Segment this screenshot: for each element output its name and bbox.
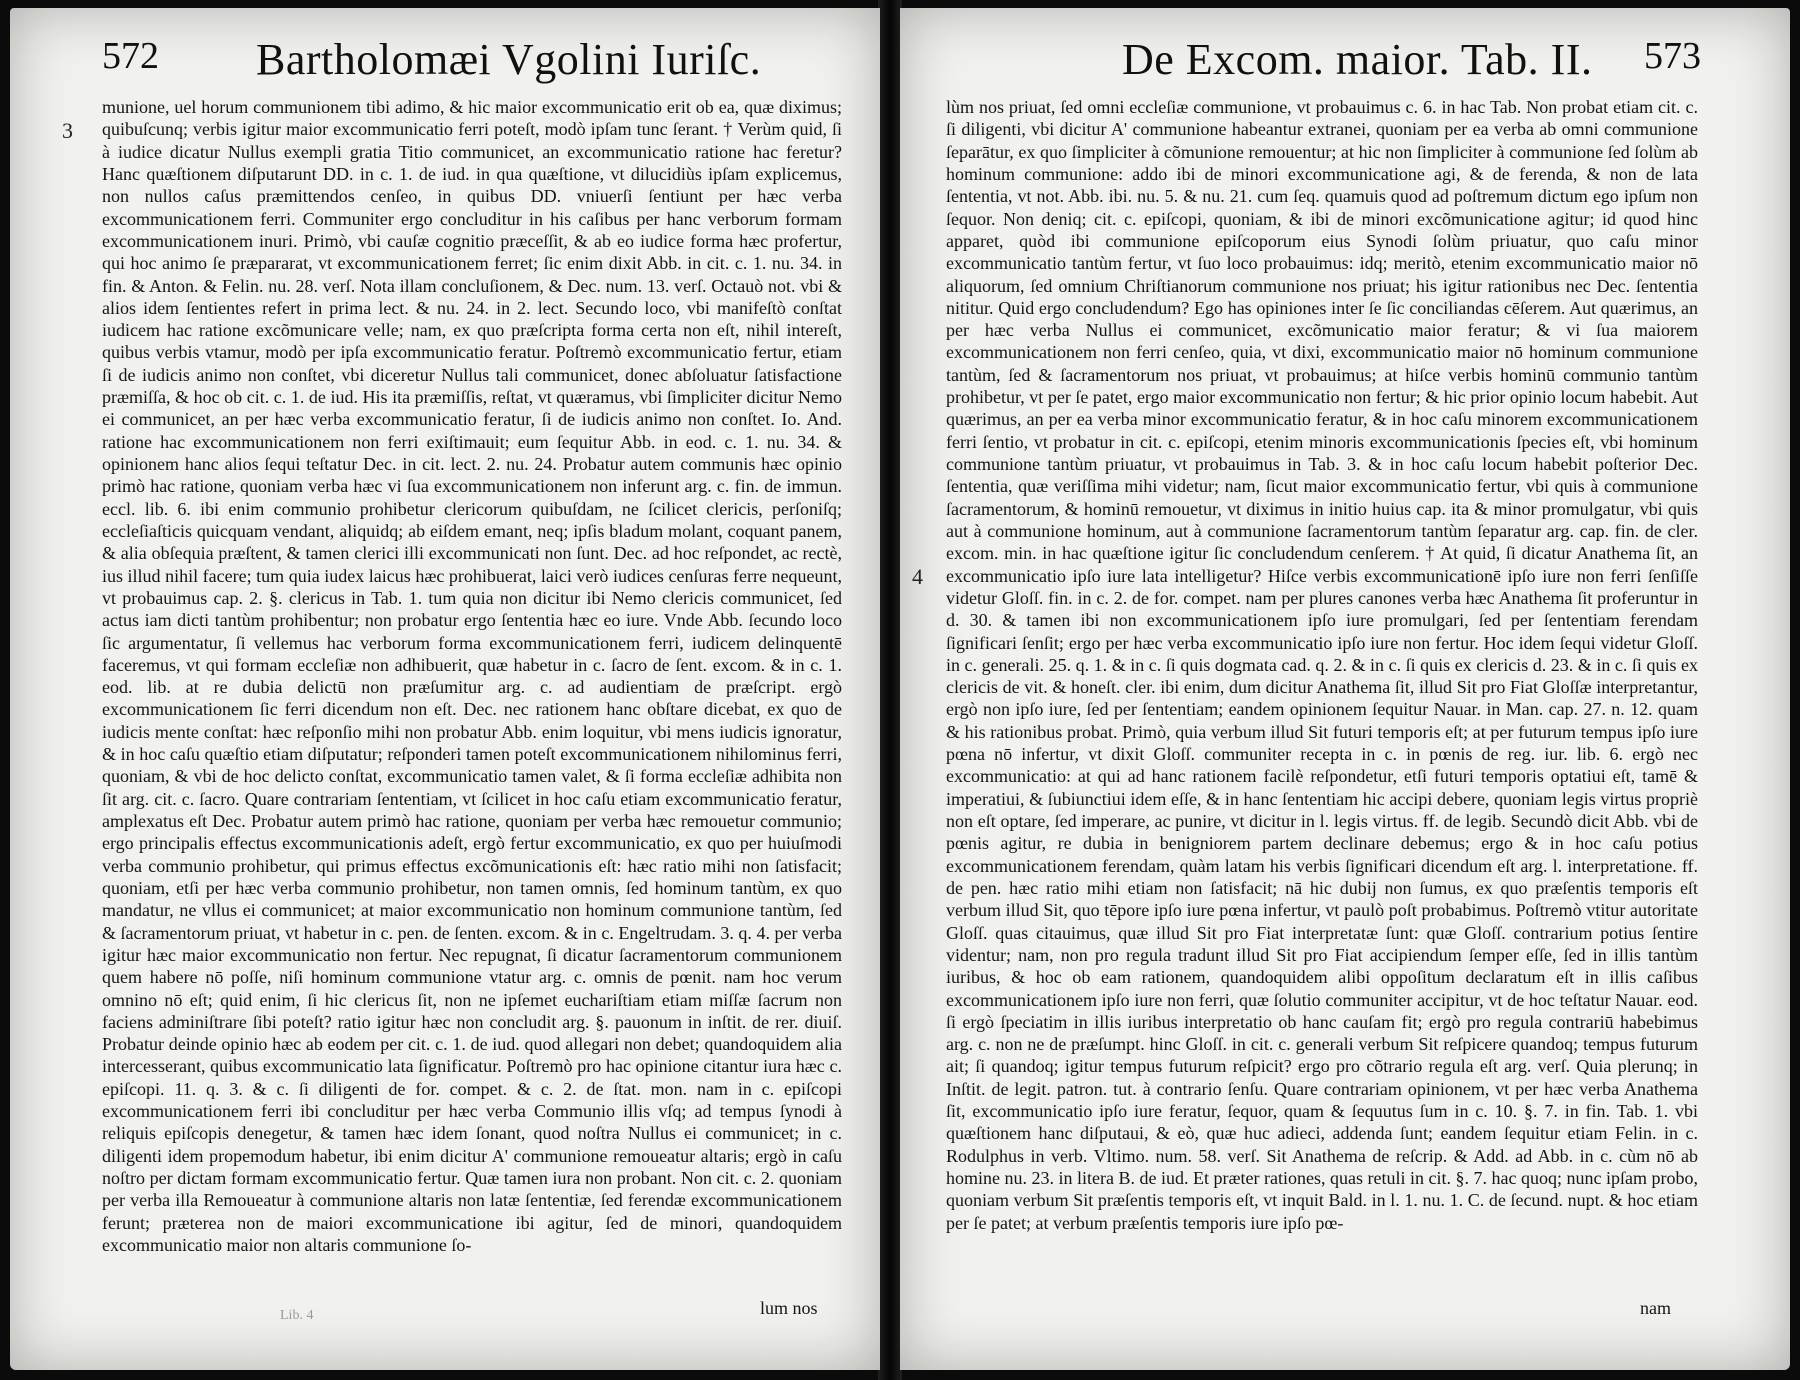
page-number: 572 (102, 35, 159, 77)
margin-note: 4 (912, 564, 923, 589)
right-page-header (900, 22, 1790, 88)
margin-note: 3 (62, 118, 73, 143)
running-head: De Excom. maior. Tab. II. (1122, 35, 1593, 84)
catchword: lum nos (760, 1298, 818, 1318)
catchword: nam (1640, 1298, 1671, 1318)
left-page-header (10, 22, 880, 88)
running-head: Bartholomæi Vgolini Iuriſc. (256, 35, 762, 84)
bleed-through-text: Lib. 4 (280, 1308, 314, 1323)
right-page (900, 8, 1790, 1370)
right-page-body: lùm nos priuat, ſed omni eccleſiæ communione, vt probauimus c. 6. in hac Tab. Non probat etiam cit. c. ſi diligenti, vbi dicitur A' communione habeantur extranei, quoniam per ea verba ab omni communione ſeparātur, ex quo ſimpliciter à cõmunione remouentur; at hic non ſimpliciter à communione ſed ſolùm ab hominum communione: addo ibi de minori excommunicatione agi, & de ferenda, & non de lata ſententia, vt not. Abb. ibi. nu. 5. & nu. 21. cum ſeq. quamuis quod ad poſtremum dictum ego ipſum non ſequor. Non deniq; cit. c. epiſcopi, quoniam, & ibi de minori excõmunicatione agitur; id quod hinc apparet, quòd ibi communione epiſcoporum eius Synodi ſolùm priuatur, quo caſu minor excommunicatio tantùm fertur, vt ſuo loco probauimus: idq; meritò, etenim excommunicatio maior nō aliquorum, ſed omnium Chriſtianorum communione nos priuat; his igitur rationibus nec Dec. ſententia nititur. Quid ergo concludendum? Ego has opiniones inter ſe ſic conciliandas cēſerem. Aut quærimus, an per hæc verba Nullus ei communicet, excõmunicatio maior feratur; & vi ſua maiorem excommunicationem non ferri cenſeo, quia, vt dixi, excommunicatio maior nō hominum communione tantùm, ſed & ſacramentorum nos priuat, vt probauimus; at hiſce verbis hominū communio tantùm prohibetur, vt per ſe patet, ergo maior excommunicatio non fertur; & hic prior opinio locum habebit. Aut quærimus, an per ea verba minor excommunicatio feratur, & in hoc caſu minorem excommunicationem ferri ſentio, vt probatur in cit. c. epiſcopi, etenim minoris excommunicationis ſpecies eſt, vbi hominum communione tantùm priuatur, vt probauimus in Tab. 3. & in hoc caſu locum habebit poſterior Dec. ſententia, quæ veriſſima mihi videtur; nam, ſicut maior excommunicatio fertur, vbi quis à communione ſacramentorum, & hominū remouetur, vt diximus in initio huius cap. ita & minor promulgatur, vbi quis aut à communione hominum, aut à communione ſacramentorum tantùm ſeparatur arg. cap. fin. de cler. excom. min. in hac quæſtione igitur ſic concludendum cenſerem. † At quid, ſi dicatur Anathema ſit, an excommunicatio ipſo iure lata intelligetur? Hiſce verbis excommunicationē ipſo iure non ferri ſenſiſſe videtur Gloſſ. fin. in c. 2. de for. compet. nam per plures canones verba hæc Anathema ſit proferuntur in d. 30. & tamen ibi non excommunicationem ipſo iure promulgari, ſed per ſententiam ferendam ſignificari ſenſit; ergo per hæc verba excommunicatio ipſo iure non fertur. Hoc idem ſequi videtur Gloſſ. in c. generali. 25. q. 1. & in c. ſi quis dogmata cad. q. 2. & in c. ſi quis ex clericis d. 23. & in c. ſi quis ex clericis de vit. & honeſt. cler. ibi enim, dum dicitur Anathema ſit, illud Sit pro Fiat Gloſſæ interpretantur, ergò non ipſo iure, ſed per ſententiam; eandem opinionem ſequitur Nauar. in Man. cap. 27. n. 12. quam & his rationibus probat. Primò, quia verbum illud Sit futuri temporis eſt; at per futurum tempus ipſo iure pœna nō infertur, vt dixit Gloſſ. communiter recepta in c. in pœnis de reg. iur. lib. 6. ergò nec excommunicatio: at qui ad hanc rationem facilè reſpondetur, etſi futuri temporis optatiui eſt, tamē & imperatiui, & ſubiunctiui idem eſſe, & in hanc ſententiam hic accipi debere, quoniam legis virtus propriè non eſt optare, ſed imperare, ac punire, vt dicitur in l. legis virtus. ff. de legib. Secundò dicit Abb. vbi de pœnis agitur, re dubia in benigniorem partem declinare debemus; ergo & in hoc caſu potius excommunicationem ferendam, quàm latam his verbis ſignificari dicendum eſt arg. l. interpretatione. ff. de pen. hæc ratio mihi etiam non ſatisfacit; nā hic dubij non ſumus, ex quo præſentis temporis eſt verbum illud Sit, quo tēpore ipſo iure pœna infertur, vt paulò poſt probabimus. Poſtremò vtitur autoritate Gloſſ. quas citauimus, quæ illud Sit pro Fiat interpretatæ ſunt: quæ Gloſſ. contrarium potius ſentire videntur; nam, non pro regula tradunt illud Sit pro Fiat accipiendum ſemper eſſe, ſed in illis tantùm iuribus, & hoc ob eam rationem, quandoquidem alibi oppoſitum declaratum eſt in illis caſibus excommunicationem ipſo iure non ferri, quæ ſolutio communiter accipitur, vt de hoc teſtatur Nauar. eod. ſi ergò ſpeciatim in illis iuribus interpretatio ob hanc cauſam fit; ergò pro regula contrariū habebimus arg. c. non ne de præſumpt. hinc Gloſſ. in cit. c. generali verbum Sit reſpicere quandoq; tempus futurum ait; ſi quandoq; igitur tempus futurum reſpicit? ergo pro cõtrario regula eſt arg. verſ. Quia plerunq; in Inſtit. de legit. patron. tut. à contrario ſenſu. Quare contrariam opinionem, vt per hæc verba Anathema ſit, excommunicatio ipſo iure feratur, ſequor, quam & ſequutus ſum in c. 10. §. 7. in fin. Tab. 1. vbi quæſtionem hanc diſputaui, & eò, quæ huc adieci, addenda ſunt; eandem ſequitur etiam Felin. in c. Rodulphus in verb. Vltimo. num. 58. verſ. Sit Anathema de reſcrip. & Add. ad Abb. in c. cùm nō ab homine nu. 23. in litera B. de iud. Et præter rationes, quas retuli in cit. §. 7. hac quoq; nunc ipſam probo, quoniam verbum Sit præſentis temporis eſt, vt inquit Bald. in l. 1. nu. 1. C. de ſecund. nupt. & hoc etiam per ſe patet; at verbum præſentis temporis iure ipſo pœ- (946, 97, 1698, 1233)
page-number: 573 (1644, 35, 1701, 77)
left-page-body: munione, uel horum communionem tibi adimo, & hic maior excommunicatio erit ob ea, quæ diximus; quibuſcunq; verbis igitur maior excommunicatio ferri poteſt, modò ipſam tunc ſerant. † Verùm quid, ſi à iudice dicatur Nullus exempli gratia Titio communicet, an excommunicatio ratione hac feretur? Hanc quæſtionem diſputarunt DD. in c. 1. de iud. in qua quæſtione, vt dilucidiùs ipſam explicemus, non nullos caſus præmittendos cenſeo, in quibus DD. vniuerſi ſentiunt per hæc verba excommunicationem ferri. Communiter ergo concluditur in his caſibus per hanc verborum formam excommunicationem inuri. Primò, vbi cauſæ cognitio præceſſit, & ab eo iudice forma hæc profertur, qui hoc animo ſe præpararat, vt excommunicationem ferret; ſic enim dixit Abb. in cit. c. 1. nu. 34. in fin. & Anton. & Felin. nu. 28. verſ. Nota illam concluſionem, & Dec. num. 13. verſ. Octauò not. vbi & alios idem ſentientes refert in prima lect. & nu. 24. in 2. lect. Secundo loco, vbi manifeſtò conſtat iudicem hac ratione excõmunicare velle; nam, ex quo præſcripta forma certa non eſt, nihil intereſt, quibus verbis vtamur, modò per ipſa excommunicatio feratur. Poſtremò excommunicatio fertur, etiam ſi de iudicis animo non conſtet, vbi diceretur Nullus tali communicet, donec abſoluatur ſatisfactione præmiſſa, & hoc ob cit. c. 1. de iud. His ita præmiſſis, reſtat, vt quæramus, vbi ſimpliciter dicitur Nemo ei communicet, an per hæc verba excommunicatio feratur, ſi de iudicis animo non conſtet. Io. And. ratione hac excommunicationem non ferri exiſtimauit; eum ſequitur Abb. in eod. c. 1. nu. 34. & opinionem hanc alios ſequi teſtatur Dec. in cit. lect. 2. nu. 24. Probatur autem communis hæc opinio primò hac ratione, quoniam verba hæc vi ſua excommunicationem non inferunt arg. c. fin. de immun. eccl. lib. 6. ibi enim communio prohibetur clericorum quibuſdam, ne ſcilicet clericis, perſoniſq; eccleſiaſticis quicquam vendant, aliquidq; ab eiſdem emant, neq; ipſis bladum molant, coquant panem, & alia obſequia præſtent, & tamen clerici illi excommunicati non ſunt. Dec. ad hoc reſpondet, ac rectè, ius illud nihil facere; tum quia iudex laicus hæc prohibuerat, laici verò iudices cenſuras ferre nequeunt, vt probauimus cap. 2. §. clericus in Tab. 1. tum quia non dicitur ibi Nemo clericis communicet, ſed actus iam dicti tantùm prohibentur; non probatur ergo ſententia hæc eo iure. Vnde Abb. ſecundo loco ſic argumentatur, ſi vellemus hac verborum forma excommunicationem ferri, iudicem delinquentē faceremus, vt qui formam eccleſiæ non adhibuerit, quæ habetur in c. ſacro de ſent. excom. & in c. 1. eod. lib. at re dubia delictū non præſumitur arg. c. ad audientiam de præſcript. ergò excommunicationem ſic ferri dicendum non eſt. Dec. nec rationem hanc obſtare dicebat, ex quo de iudicis mente conſtat: hæc reſponſio mihi non probatur Abb. enim loquitur, vbi mens iudicis ignoratur, & in hoc caſu quæſtio etiam diſputatur; reſponderi tamen poteſt excommunicationem nihilominus ferri, quoniam, & vbi de hoc delicto conſtat, excommunicatio tamen valet, & ſi forma eccleſiæ adhibita non ſit arg. cit. c. ſacro. Quare contrariam ſententiam, vt ſcilicet in hoc caſu etiam excommunicatio feratur, amplexatus eſt Dec. Probatur autem primò hac ratione, quoniam per verba hæc remouetur communio; ergo principalis effectus excommunicationis adeſt, ergò fertur excommunicatio, ex quo per huiuſmodi verba communio prohibetur, qui primus effectus excõmunicationis eſt: hæc ratio mihi non ſatisfacit; quoniam, etſi per hæc verba communio prohibetur, non tamen omnis, ſed hominum tantùm, ex quo mandatur, ne vllus ei communicet; at maior excommunicatio non hominum communione tantùm, ſed & ſacramentorum priuat, vt habetur in c. pen. de ſenten. excom. & in c. Engeltrudam. 3. q. 4. per verba igitur hæc maior excommunicatio non fertur. Nec repugnat, ſi dicatur ſacramentorum communionem quem habere nō poſſe, niſi hominum communione vtatur arg. c. omnis de pœnit. nam hoc verum omnino nō eſt; quid enim, ſi hic clericus ſit, non ne ipſemet euchariſtiam etiam miſſæ ſacrum non faciens adminiſtrare ſibi poteſt? ratio igitur hæc non concludit arg. §. pauonum in inſtit. de rer. diuiſ. Probatur deinde opinio hæc ab eodem per cit. c. 1. de iud. quod allegari non debet; quandoquidem alia intercesserant, quibus excommunicatio lata ſignificatur. Poſtremò pro hac opinione citantur iura hæc c. epiſcopi. 11. q. 3. & c. ſi diligenti de for. compet. & c. 2. de ſtat. mon. nam in c. epiſcopi excommunicationem ferri ibi concluditur per hæc verba Communio illis vſq; ad tempus ſynodi à reliquis epiſcopis denegetur, & tamen hæc idem ſonant, quod noſtra Nullus ei communicet; in c. diligenti idem propemodum habetur, ibi enim dicitur A' communione remoueatur altaris; ergò in caſu noſtro per dictam formam excommunicatio fertur. Quæ tamen iura non probant. Non cit. c. 2. quoniam per verba illa Remoueatur à communione altaris non latæ ſententiæ, ſed ferendæ excommunicationem ferunt; præterea non de maiori excommunicatione ibi agitur, ſed de minori, quandoquidem excommunicatio maior non altaris communione ſo- (102, 97, 842, 1255)
book-gutter (878, 0, 902, 1380)
left-page (10, 8, 880, 1370)
